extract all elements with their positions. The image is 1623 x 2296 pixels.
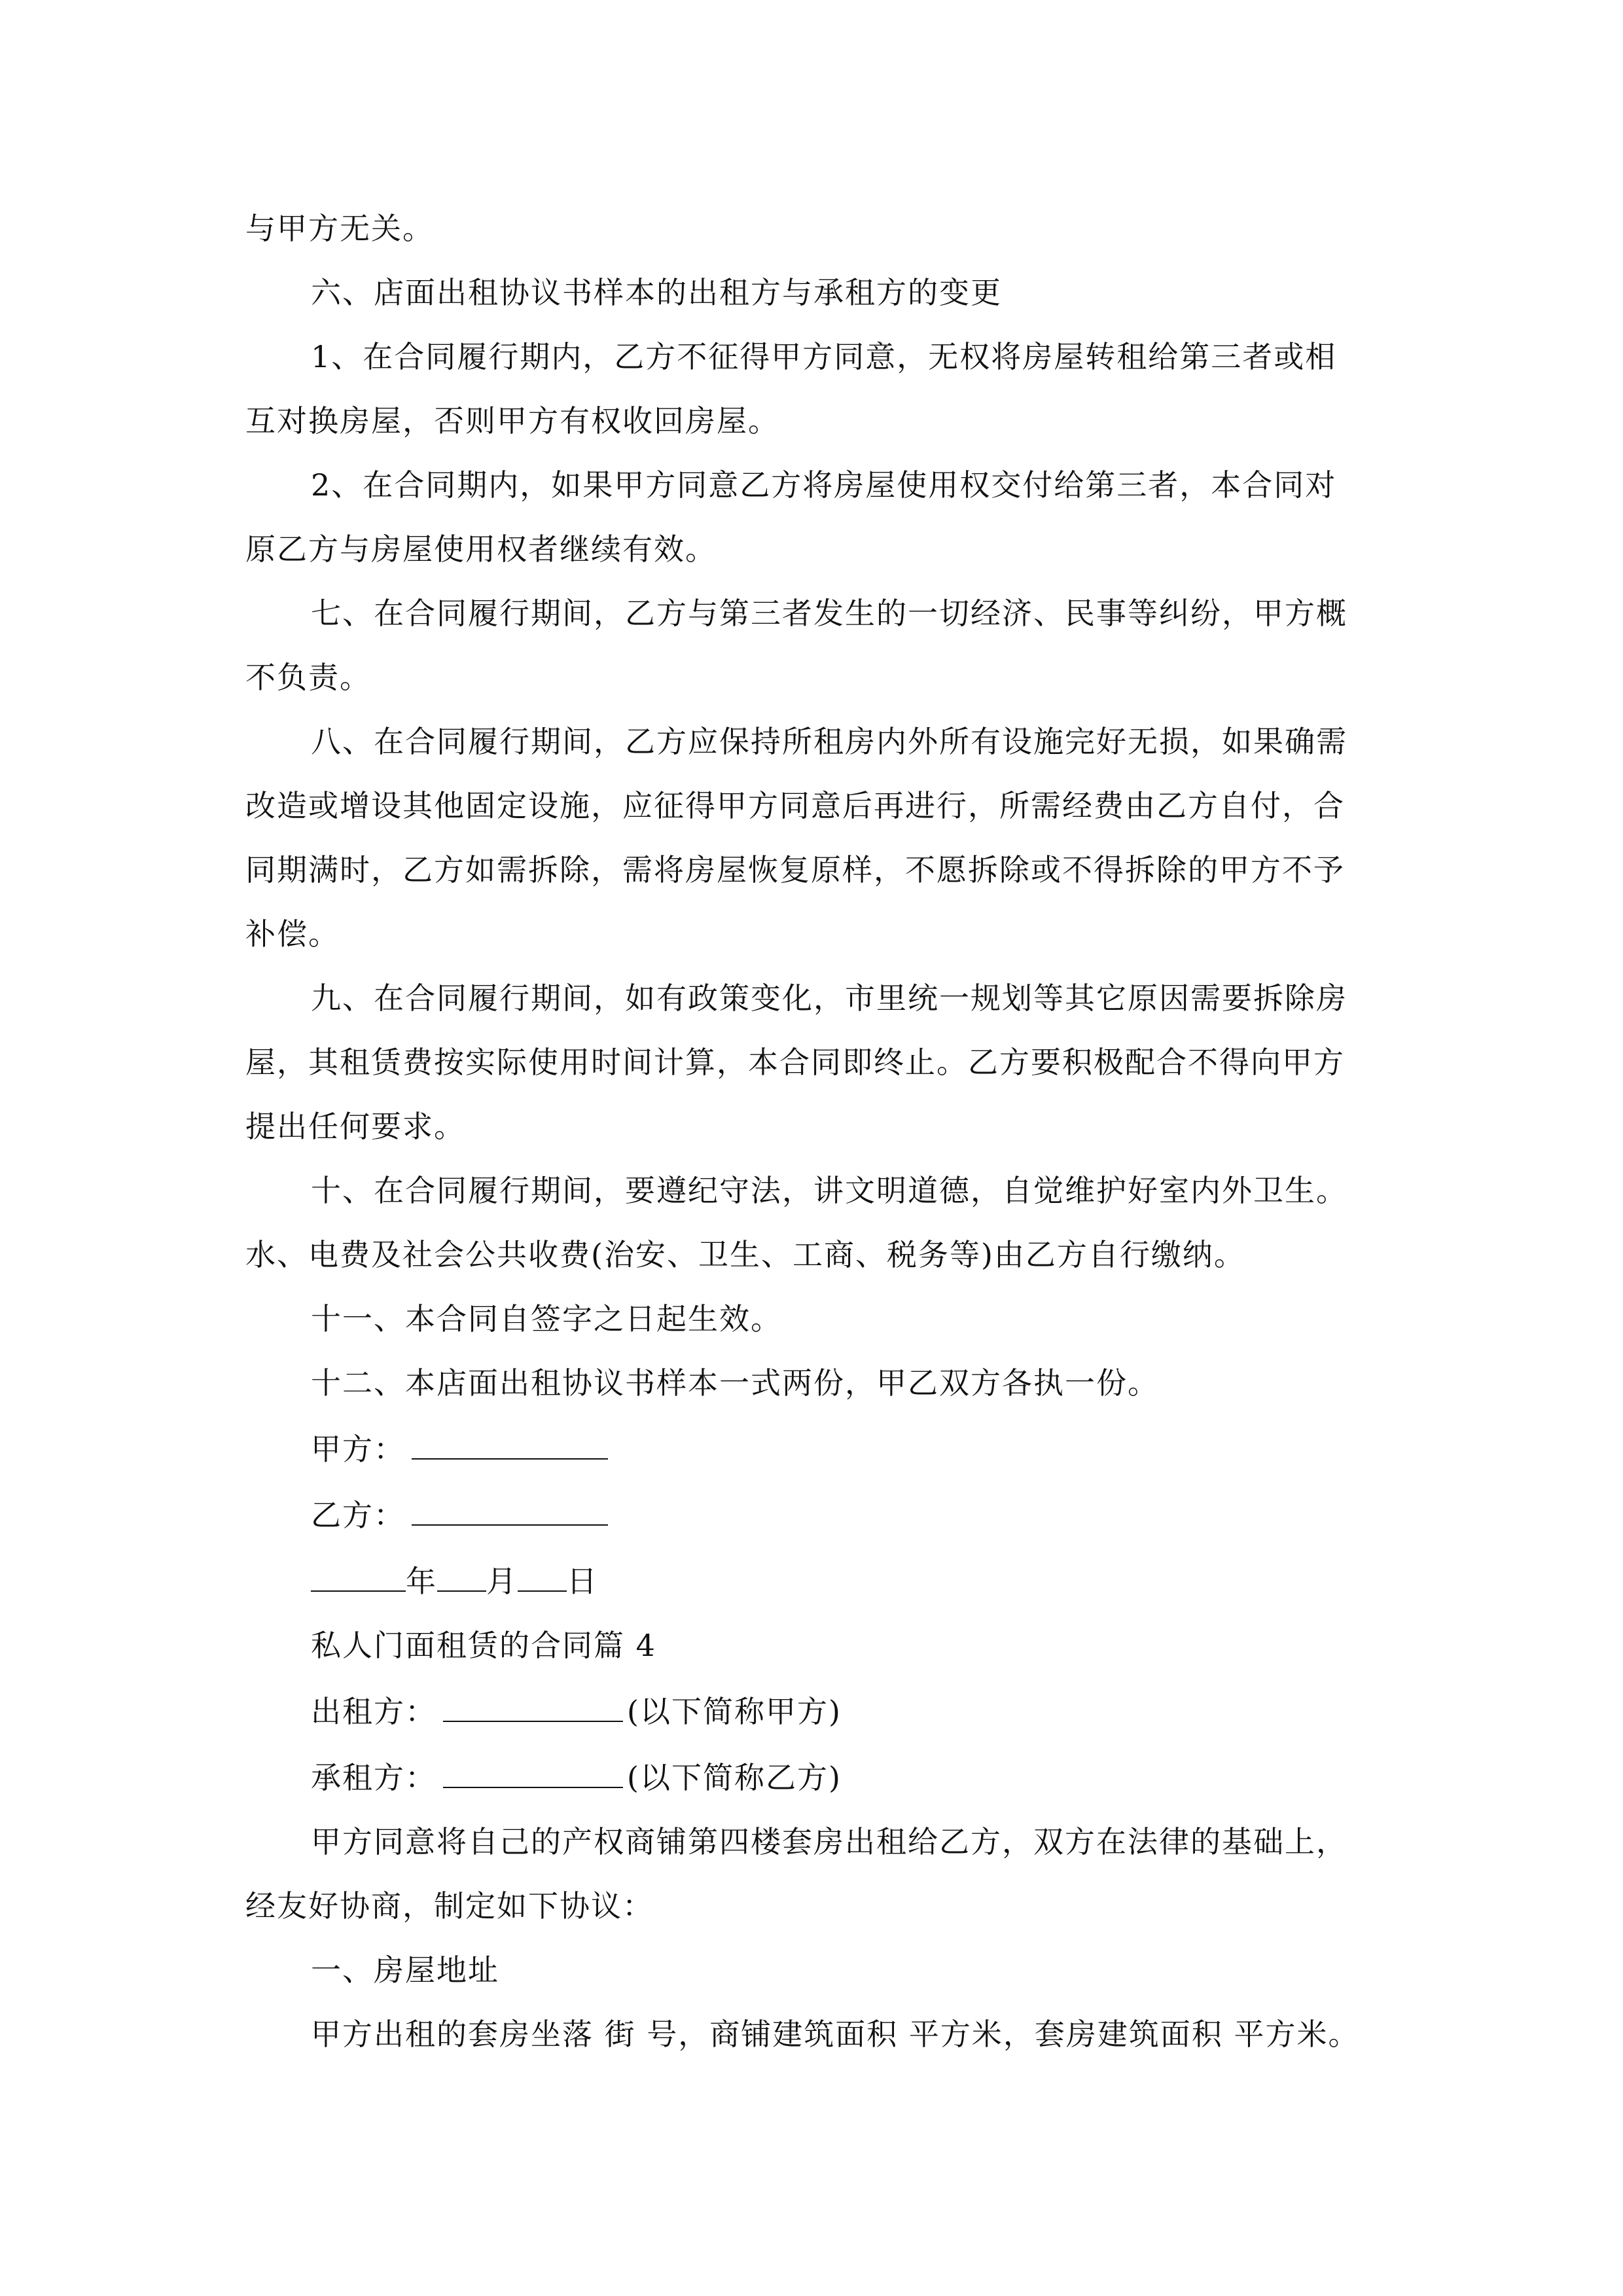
paragraph-line: 2、在合同期内，如果甲方同意乙方将房屋使用权交付给第三者，本合同对 — [311, 467, 1337, 503]
paragraph-line: 1、在合同履行期内，乙方不征得甲方同意，无权将房屋转租给第三者或相 — [311, 339, 1337, 374]
year-label: 年 — [406, 1564, 437, 1599]
party-a-signature-blank — [412, 1415, 608, 1460]
paragraph-line: 互对换房屋，否则甲方有权收回房屋。 — [245, 403, 779, 439]
paragraph-line: 屋，其租赁费按实际使用时间计算，本合同即终止。乙方要积极配合不得向甲方 — [245, 1045, 1345, 1080]
lessee-blank — [443, 1744, 623, 1788]
paragraph-line: 提出任何要求。 — [245, 1109, 465, 1144]
paragraph-line: 同期满时，乙方如需拆除，需将房屋恢复原样，不愿拆除或不得拆除的甲方不予 — [245, 852, 1345, 888]
day-blank — [518, 1547, 567, 1592]
signature-party-b — [245, 1481, 1378, 1547]
lessee-suffix: (以下简称乙方) — [627, 1760, 842, 1795]
paragraph-line: 补偿。 — [245, 916, 340, 952]
section-title: 私人门面租赁的合同篇 4 — [311, 1628, 656, 1663]
month-label: 月 — [486, 1564, 518, 1599]
paragraph-line: 水、电费及社会公共收费(治安、卫生、工商、税务等)由乙方自行缴纳。 — [245, 1237, 1245, 1272]
clause-11: 十一、本合同自签字之日起生效。 — [311, 1301, 782, 1336]
signature-party-a — [245, 1415, 1378, 1481]
lessee-label: 承租方： — [311, 1760, 437, 1795]
month-blank — [437, 1547, 486, 1592]
clause-7: 七、在合同履行期间，乙方与第三者发生的一切经济、民事等纠纷，甲方概 — [311, 596, 1347, 631]
lessor-line — [245, 1677, 1378, 1744]
lessor-label: 出租方： — [311, 1694, 437, 1729]
party-a-label: 甲方： — [311, 1431, 405, 1467]
paragraph-line: 不负责。 — [245, 660, 371, 695]
clause-9: 九、在合同履行期间，如有政策变化，市里统一规划等其它原因需要拆除房 — [311, 980, 1347, 1016]
clause-12: 十二、本店面出租协议书样本一式两份，甲乙双方各执一份。 — [311, 1365, 1159, 1401]
party-b-signature-blank — [412, 1481, 608, 1526]
document-body — [245, 196, 1378, 2066]
signature-date — [245, 1547, 1378, 1613]
clause-10: 十、在合同履行期间，要遵纪守法，讲文明道德，自觉维护好室内外卫生。 — [311, 1173, 1347, 1208]
clause-heading-1: 一、房屋地址 — [311, 1952, 499, 1988]
lessor-suffix: (以下简称甲方) — [627, 1694, 842, 1729]
lessor-blank — [443, 1677, 623, 1722]
paragraph-line: 原乙方与房屋使用权者继续有效。 — [245, 531, 717, 567]
lessee-line — [245, 1744, 1378, 1810]
paragraph-line: 甲方出租的套房坐落 街 号，商铺建筑面积 平方米，套房建筑面积 平方米。 — [311, 2017, 1360, 2052]
year-blank — [311, 1547, 406, 1592]
clause-8: 八、在合同履行期间，乙方应保持所租房内外所有设施完好无损，如果确需 — [311, 724, 1347, 759]
clause-heading-6: 六、店面出租协议书样本的出租方与承租方的变更 — [311, 275, 1002, 310]
paragraph-line: 与甲方无关。 — [245, 211, 434, 246]
paragraph-line: 经友好协商，制定如下协议： — [245, 1888, 654, 1924]
party-b-label: 乙方： — [311, 1498, 405, 1533]
day-label: 日 — [567, 1564, 598, 1599]
agreement-intro: 甲方同意将自己的产权商铺第四楼套房出租给乙方，双方在法律的基础上， — [311, 1824, 1347, 1859]
paragraph-line: 改造或增设其他固定设施，应征得甲方同意后再进行，所需经费由乙方自付，合 — [245, 788, 1345, 823]
